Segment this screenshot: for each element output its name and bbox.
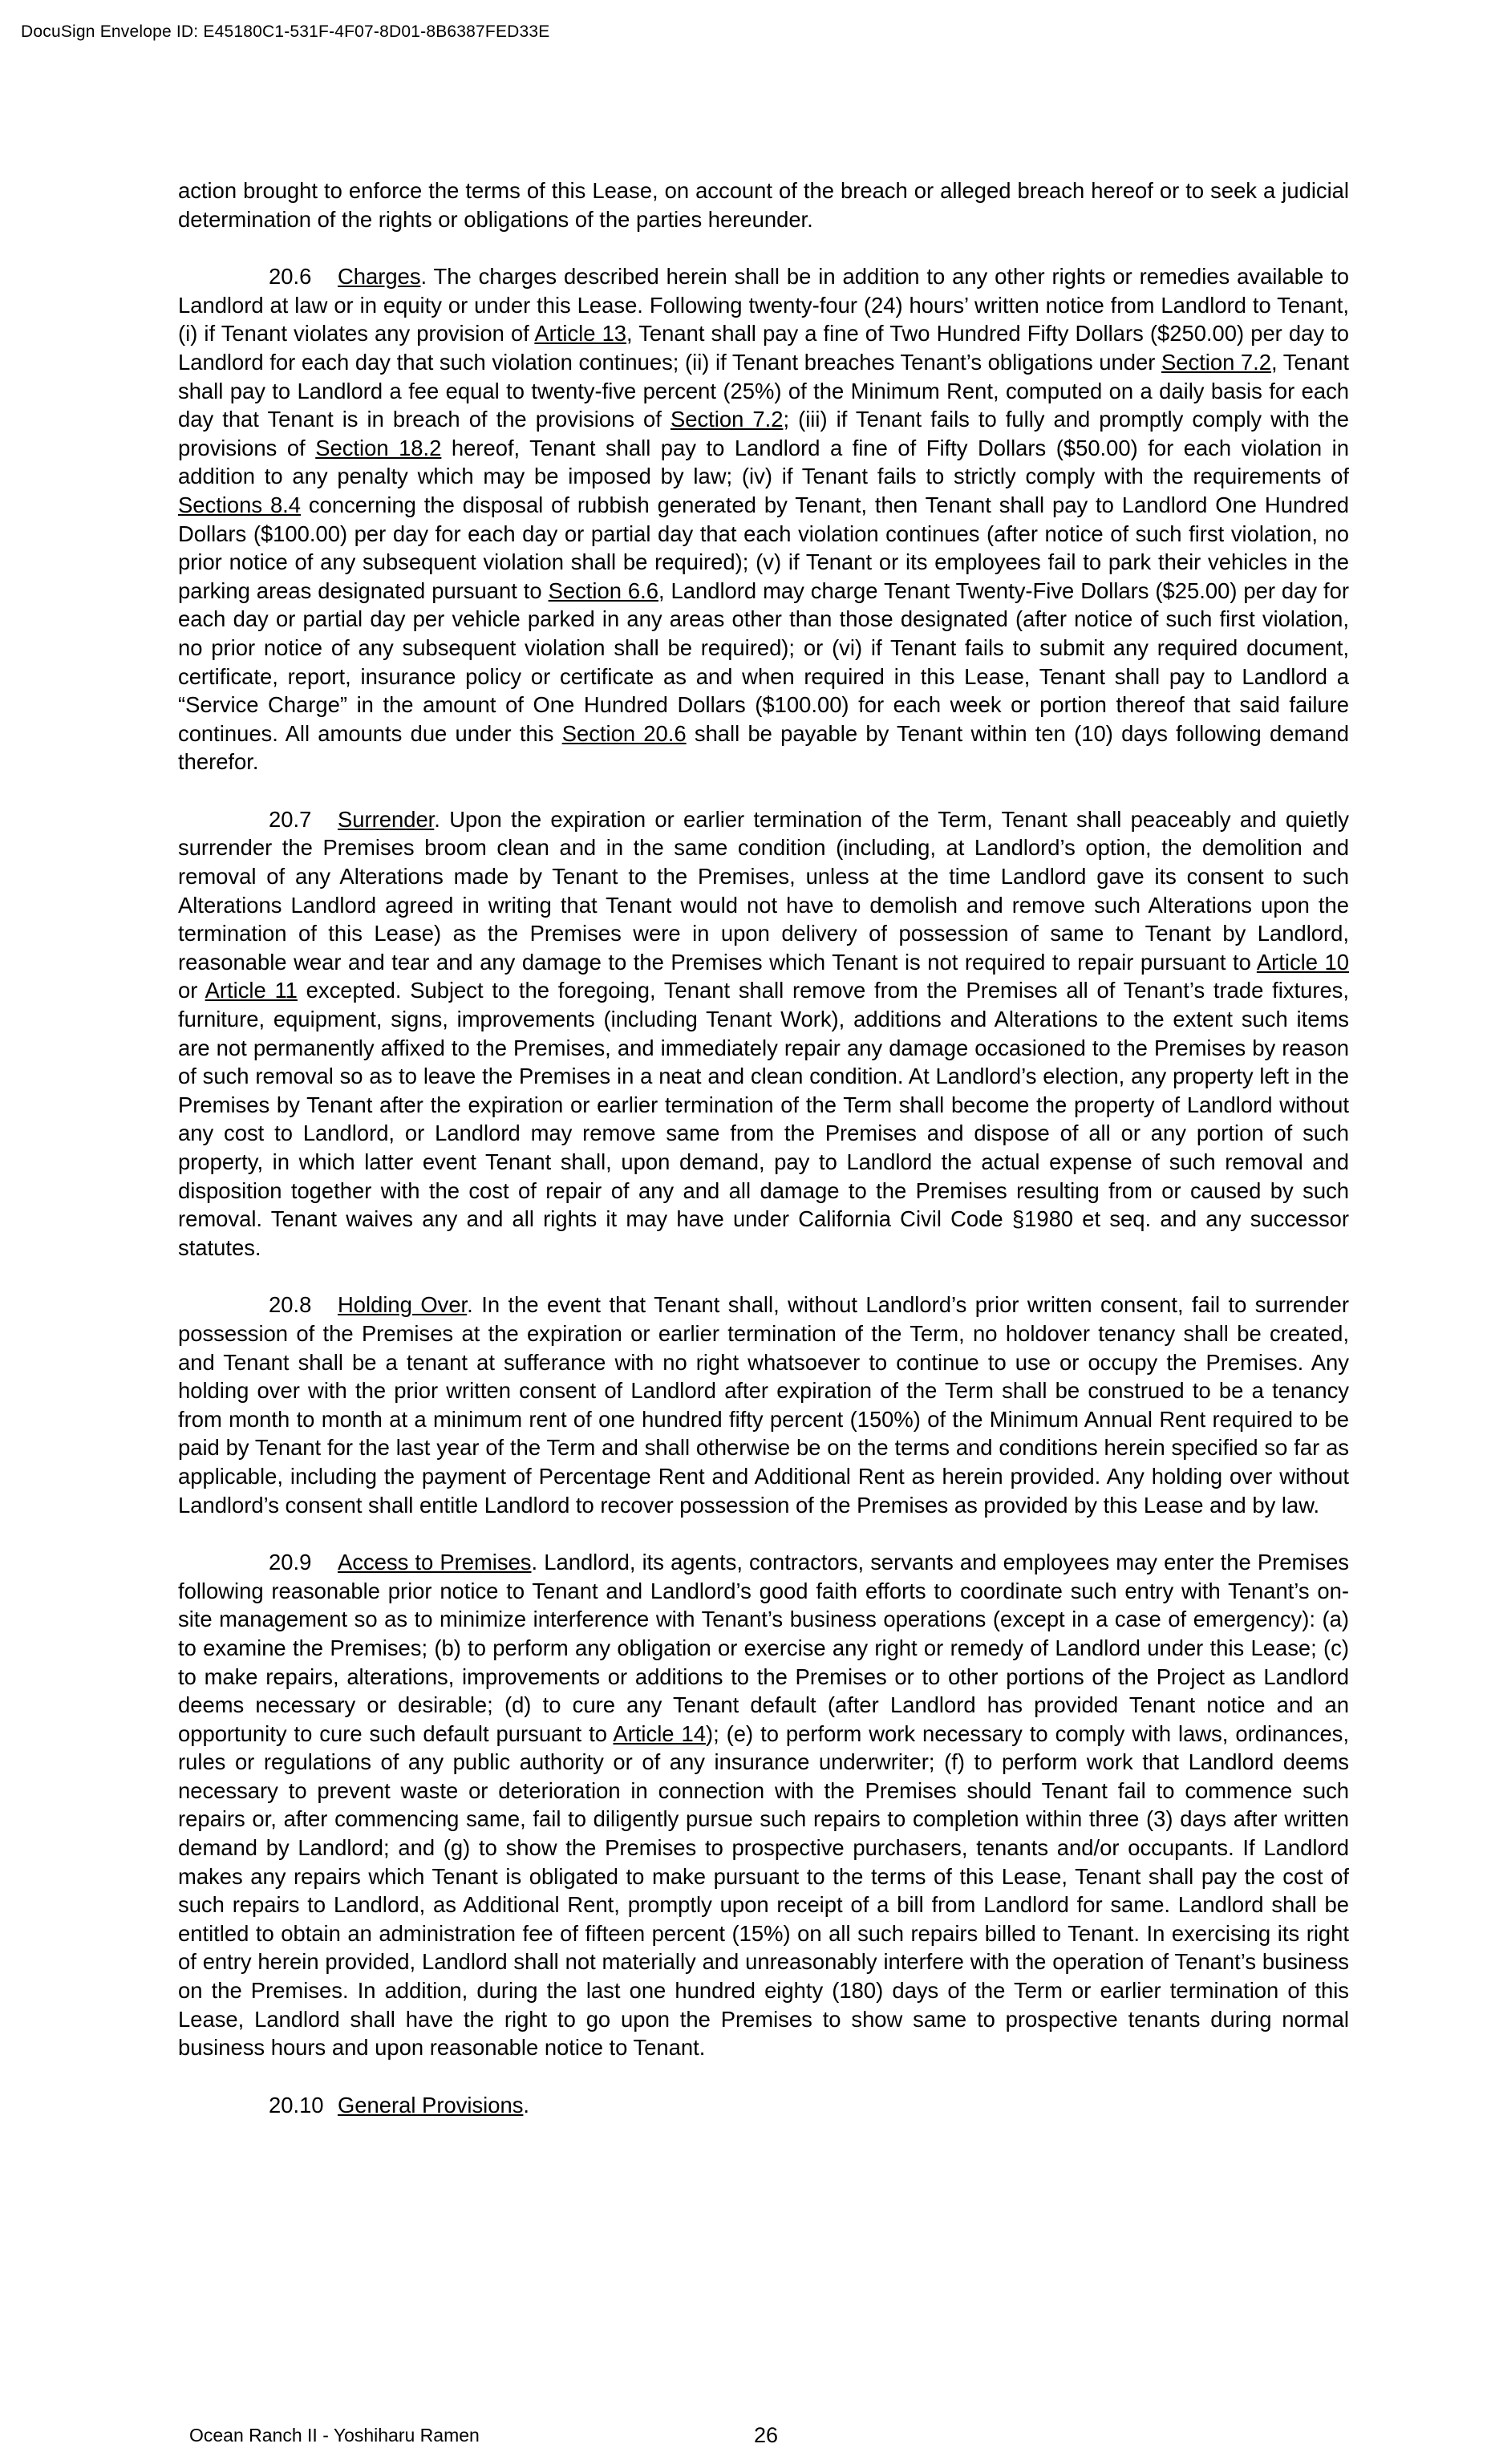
section-20-7 xyxy=(178,805,1349,1262)
section-text: . xyxy=(523,2092,530,2118)
page-number: 26 xyxy=(754,2423,779,2447)
section-number: 20.8 xyxy=(269,1292,312,1318)
section-20-9 xyxy=(178,1548,1349,2062)
section-title: Surrender xyxy=(338,806,435,832)
section-text: , Landlord may charge Tenant Twenty-Five Dollars ($25.00) per day for each day or partial day per vehicle parked in any areas other than those designated (after notice of such first violation, no prior notice of any subsequent violation shall be required); or (vi) if Tenant fails to submit any required document, certificate, report, insurance policy or certificate as and when required in this Lease, Tenant shall pay to Landlord a “Service Charge” in the amount of One Hundred Dollars ($100.00) for each week or portion thereof that said failure continues. All amounts due under this xyxy=(178,578,1349,746)
cross-reference: Article 11 xyxy=(205,978,298,1003)
footer-document-name: Ocean Ranch II - Yoshiharu Ramen xyxy=(189,2425,480,2446)
cross-reference: Section 6.6 xyxy=(548,578,658,603)
section-20-10 xyxy=(178,2091,1349,2120)
lease-body xyxy=(178,176,1349,2148)
cross-reference: Section 18.2 xyxy=(315,435,442,460)
section-number: 20.10 xyxy=(269,2092,324,2118)
intro-text: action brought to enforce the terms of this Lease, on account of the breach or alleged breach hereof or to seek a judicial determination of the rights or obligations of the parties hereunder. xyxy=(178,178,1349,232)
section-text: . In the event that Tenant shall, without Landlord’s prior written consent, fail to surrender possession of the Premises at the expiration or earlier termination of the Term, no holdover tenancy shall be created, and Tenant shall be a tenant at sufferance with no right whatsoever to continue to use or occupy the Premises. Any holding over with the prior written consent of Landlord after expiration of the Term shall be construed to be a tenancy from month to month at a minimum rent of one hundred fifty percent (150%) of the Minimum Annual Rent required to be paid by Tenant for the last year of the Term and shall otherwise be on the terms and conditions herein specified so far as applicable, including the payment of Percentage Rent and Additional Rent as herein provided. Any holding over without Landlord’s consent shall entitle Landlord to recover possession of the Premises as provided by this Lease and by law. xyxy=(178,1292,1349,1518)
section-text: or xyxy=(178,978,205,1003)
section-text: ; (iii) if Tenant fails to fully and promptly comply with the provisions of xyxy=(178,407,1349,460)
section-text: . Upon the expiration or earlier termination of the Term, Tenant shall peaceably and quietly surrender the Premises broom clean and in the same condition (including, at Landlord’s option, the demolition and removal of any Alterations made by Tenant to the Premises, unless at the time Landlord gave its consent to such Alterations Landlord agreed in writing that Tenant would not have to demolish and remove such Alterations upon the termination of this Lease) as the Premises were in upon delivery of possession of same to Tenant by Landlord, reasonable wear and tear and any damage to the Premises which Tenant is not required to repair pursuant to xyxy=(178,806,1349,975)
section-20-6 xyxy=(178,262,1349,776)
cross-reference: Article 13 xyxy=(534,321,627,346)
section-number: 20.9 xyxy=(269,1550,312,1575)
cross-reference: Section 20.6 xyxy=(561,720,687,746)
section-20-8 xyxy=(178,1291,1349,1519)
docusign-envelope-id: DocuSign Envelope ID: E45180C1-531F-4F07-8D01-8B6387FED33E xyxy=(21,22,550,41)
section-title: Charges xyxy=(338,264,421,290)
section-text: ); (e) to perform work necessary to comply with laws, ordinances, rules or regulations of any public authority or of any insurance underwriter; (f) to perform work that Landlord deems necessary to prevent waste or deterioration in connection with the Premises should Tenant fail to commence such repairs or, after commencing same, fail to diligently pursue such repairs to completion within three (3) days after written demand by Landlord; and (g) to show the Premises to prospective purchasers, tenants and/or occupants. If Landlord makes any repairs which Tenant is obligated to make pursuant to the terms of this Lease, Tenant shall pay the cost of such repairs to Landlord, as Additional Rent, promptly upon receipt of a bill from Landlord for same. Landlord shall be entitled to obtain an administration fee of fifteen percent (15%) on all such repairs billed to Tenant. In exercising its right of entry herein provided, Landlord shall not materially and unreasonably interfere with the operation of Tenant’s business on the Premises. In addition, during the last one hundred eighty (180) days of the Term or earlier termination of this Lease, Landlord shall have the right to go upon the Premises to show same to prospective tenants during normal business hours and upon reasonable notice to Tenant. xyxy=(178,1720,1349,2061)
section-text: shall be payable by Tenant within ten (10) days following demand therefor. xyxy=(178,720,1349,775)
section-title: General Provisions xyxy=(338,2092,524,2118)
paragraph-continuation xyxy=(178,176,1349,233)
section-title: Holding Over xyxy=(338,1292,468,1318)
cross-reference: Section 7.2 xyxy=(670,407,784,432)
section-text: hereof, Tenant shall pay to Landlord a fine of Fifty Dollars ($50.00) for each violation in addition to any penalty which may be imposed by law; (iv) if Tenant fails to strictly comply with the requirements of xyxy=(178,435,1349,489)
cross-reference: Article 10 xyxy=(1256,949,1349,975)
section-text: concerning the disposal of rubbish generated by Tenant, then Tenant shall pay to Landlord One Hundred Dollars ($100.00) per day for each day or partial day that each violation continues (after notice of such first violation, no prior notice of any subsequent violation shall be required); (v) if Tenant or its employees fail to park their vehicles in the parking areas designated pursuant to xyxy=(178,492,1349,603)
section-text: . The charges described herein shall be in addition to any other rights or remedies available to Landlord at law or in equity or under this Lease. Following twenty-four (24) hours’ written notice from Landlord to Tenant, (i) if Tenant violates any provision of xyxy=(178,264,1349,346)
cross-reference: Article 14 xyxy=(613,1720,706,1746)
section-text: , Tenant shall pay to Landlord a fee equal to twenty-five percent (25%) of the Minimum Rent, computed on a daily basis for each day that Tenant is in breach of the provisions of xyxy=(178,349,1349,432)
section-title: Access to Premises xyxy=(338,1550,532,1575)
section-text: . Landlord, its agents, contractors, servants and employees may enter the Premises following reasonable prior notice to Tenant and Landlord’s good faith efforts to coordinate such entry with Tenant’s on-site management so as to minimize interference with Tenant’s business operations (except in a case of emergency): (a) to examine the Premises; (b) to perform any obligation or exercise any right or remedy of Landlord under this Lease; (c) to make repairs, alterations, improvements or additions to the Premises or to other portions of the Project as Landlord deems necessary or desirable; (d) to cure any Tenant default (after Landlord has provided Tenant notice and an opportunity to cure such default pursuant to xyxy=(178,1550,1350,1746)
cross-reference: Sections 8.4 xyxy=(178,492,302,517)
cross-reference: Section 7.2 xyxy=(1161,349,1272,375)
section-number: 20.7 xyxy=(269,806,312,832)
section-text: excepted. Subject to the foregoing, Tenant shall remove from the Premises all of Tenant’s trade fixtures, furniture, equipment, signs, improvements (including Tenant Work), additions and Alterations to the extent such items are not permanently affixed to the Premises, and immediately repair any damage occasioned to the Premises by reason of such removal so as to leave the Premises in a neat and clean condition. At Landlord’s election, any property left in the Premises by Tenant after the expiration or earlier termination of the Term shall become the property of Landlord without any cost to Landlord, or Landlord may remove same from the Premises and dispose of all or any portion of such property, in which latter event Tenant shall, upon demand, pay to Landlord the actual expense of such removal and disposition together with the cost of repair of any and all damage to the Premises resulting from or caused by such removal. Tenant waives any and all rights it may have under California Civil Code §1980 et seq. and any successor statutes. xyxy=(178,978,1349,1260)
section-number: 20.6 xyxy=(269,264,312,290)
section-text: , Tenant shall pay a fine of Two Hundred Fifty Dollars ($250.00) per day to Landlord for each day that such violation continues; (ii) if Tenant breaches Tenant’s obligations under xyxy=(178,321,1349,375)
